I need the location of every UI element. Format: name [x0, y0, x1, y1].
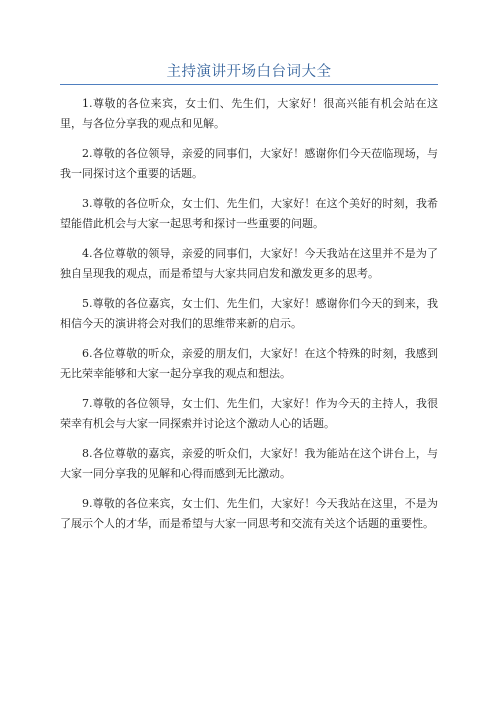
document-body — [60, 94, 438, 544]
paragraph-3: 3.尊敬的各位听众，女士们、先生们，大家好！在这个美好的时刻，我希望能借此机会与大家一起思考和探讨一些重要的问题。 — [60, 197, 438, 230]
title-underline — [60, 84, 438, 85]
paragraph-4: 4.各位尊敬的领导，亲爱的同事们，大家好！今天我站在这里并不是为了独自呈现我的观点，而是希望与大家共同启发和激发更多的思考。 — [60, 247, 438, 280]
paragraph-8: 8.各位尊敬的嘉宾，亲爱的听众们，大家好！我为能站在这个讲台上，与大家一同分享我的见解和心得而感到无比激动。 — [60, 447, 438, 480]
document-title: 主持演讲开场白台词大全 — [166, 64, 332, 80]
paragraph-7: 7.尊敬的各位领导，女士们、先生们，大家好！作为今天的主持人，我很荣幸有机会与大家一同探索并讨论这个激动人心的话题。 — [60, 397, 438, 430]
paragraph-1: 1.尊敬的各位来宾，女士们、先生们，大家好！很高兴能有机会站在这里，与各位分享我的观点和见解。 — [60, 97, 438, 130]
paragraph-6: 6.各位尊敬的听众，亲爱的朋友们，大家好！在这个特殊的时刻，我感到无比荣幸能够和大家一起分享我的观点和想法。 — [60, 347, 438, 380]
paragraph-9: 9.尊敬的各位来宾，女士们、先生们，大家好！今天我站在这里，不是为了展示个人的才华，而是希望与大家一同思考和交流有关这个话题的重要性。 — [60, 497, 438, 530]
paragraph-2: 2.尊敬的各位领导，亲爱的同事们，大家好！感谢你们今天莅临现场，与我一同探讨这个重要的话题。 — [60, 147, 438, 180]
paragraph-5: 5.尊敬的各位嘉宾，女士们、先生们，大家好！感谢你们今天的到来，我相信今天的演讲将会对我们的思维带来新的启示。 — [60, 297, 438, 330]
